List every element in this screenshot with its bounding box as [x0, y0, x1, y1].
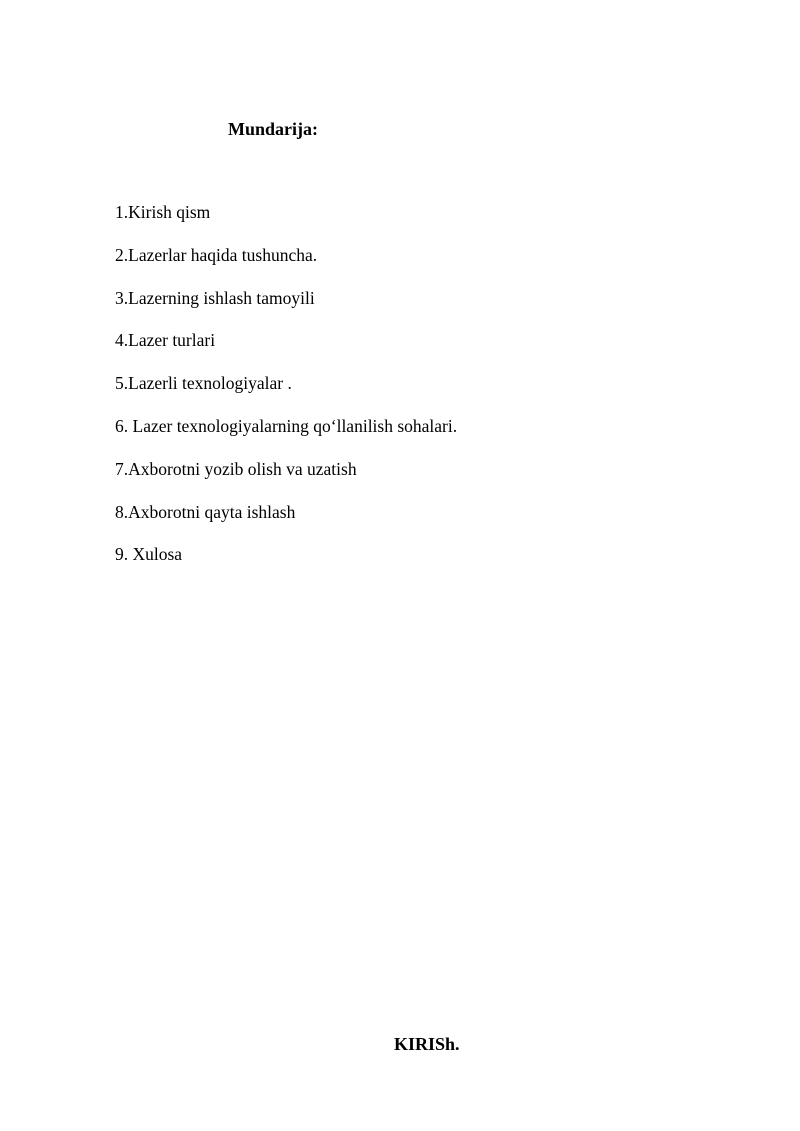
- toc-item: 2.Lazerlar haqida tushuncha.: [115, 244, 318, 265]
- toc-item: 4.Lazer turlari: [115, 330, 216, 351]
- toc-item: 1.Kirish qism: [115, 202, 211, 222]
- toc-item: 5.Lazerli texnologiyalar .: [115, 373, 292, 394]
- toc-item: 8.Axborotni qayta ishlash: [115, 501, 296, 522]
- toc-item: 7.Axborotni yozib olish va uzatish: [115, 458, 357, 479]
- toc-item: 3.Lazerning ishlash tamoyili: [115, 287, 315, 308]
- toc-list: [115, 201, 457, 586]
- toc-item: 9. Xulosa: [115, 544, 183, 565]
- toc-title: Mundarija:: [228, 119, 318, 139]
- section-heading: KIRISh.: [394, 1034, 460, 1054]
- toc-item: 6. Lazer texnologiyalarning qo‘llanilish sohalari.: [115, 415, 458, 436]
